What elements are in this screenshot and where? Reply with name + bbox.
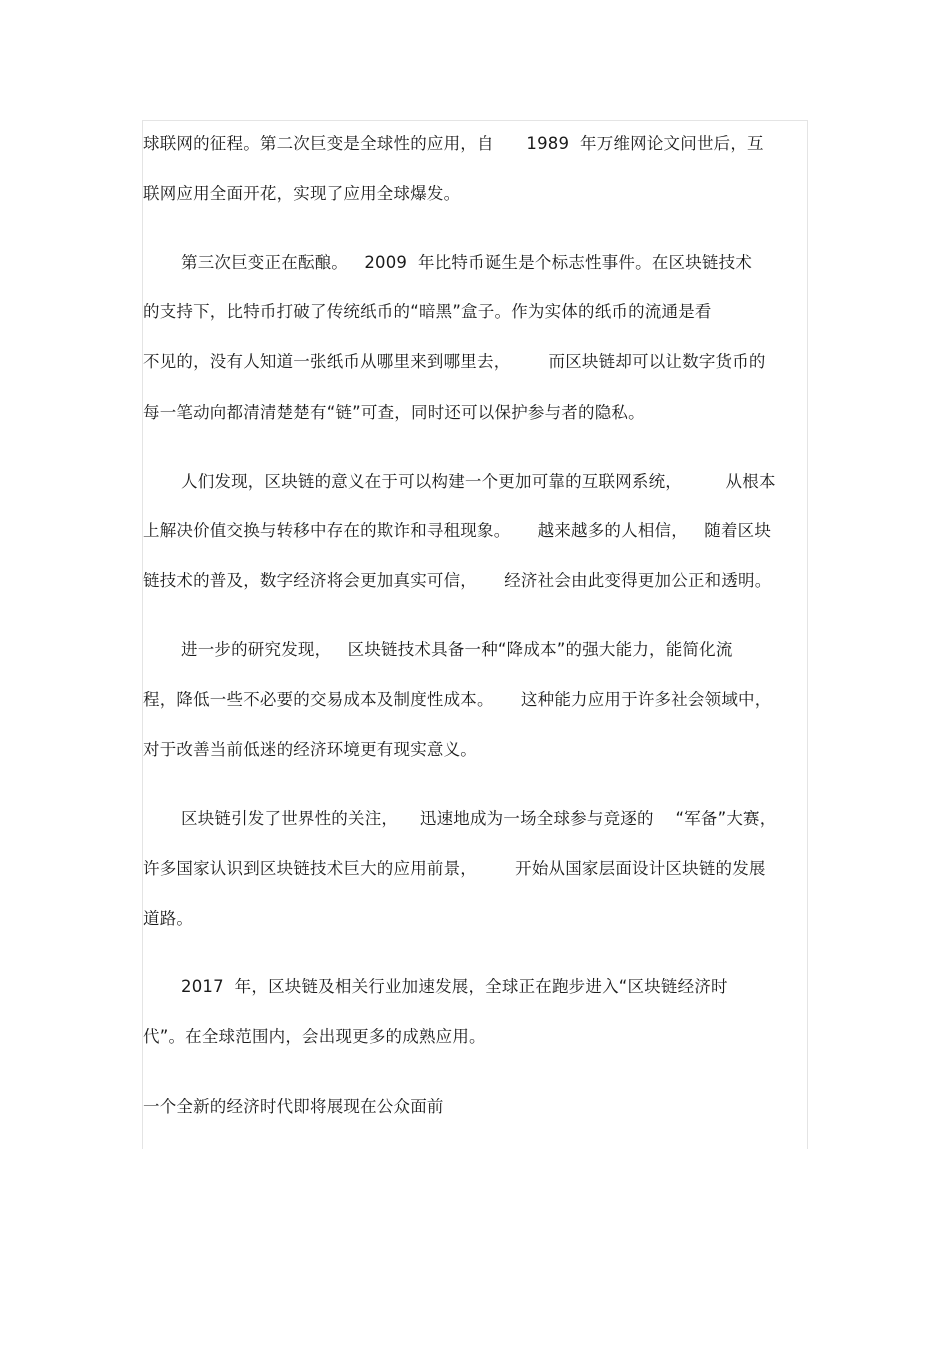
paragraph-2-line-2: 的支持下，比特币打破了传统纸币的“暗黑”盒子。作为实体的纸币的流通是看	[143, 302, 712, 321]
paragraph-5-line-2: 许多国家认识到区块链技术巨大的应用前景， 开始从国家层面设计区块链的发展	[143, 859, 766, 878]
paragraph-6-line-1: 2017 年，区块链及相关行业加速发展，全球正在跑步进入“区块链经济时	[181, 977, 728, 996]
paragraph-3-line-3: 链技术的普及，数字经济将会更加真实可信， 经济社会由此变得更加公正和透明。	[143, 571, 772, 590]
paragraph-4-line-1: 进一步的研究发现， 区块链技术具备一种“降成本”的强大能力，能简化流	[181, 640, 733, 659]
paragraph-6-line-2: 代”。在全球范围内，会出现更多的成熟应用。	[143, 1027, 486, 1046]
paragraph-2-line-3: 不见的，没有人知道一张纸币从哪里来到哪里去， 而区块链却可以让数字货币的	[143, 352, 766, 371]
paragraph-3-line-2: 上解决价值交换与转移中存在的欺诈和寻租现象。 越来越多的人相信， 随着区块	[143, 521, 772, 540]
paragraph-1-line-2: 联网应用全面开花，实现了应用全球爆发。	[143, 184, 461, 203]
paragraph-5-line-3: 道路。	[143, 909, 194, 928]
paragraph-4-line-2: 程，降低一些不必要的交易成本及制度性成本。 这种能力应用于许多社会领域中，	[143, 690, 772, 709]
paragraph-4-line-3: 对于改善当前低迷的经济环境更有现实意义。	[143, 740, 477, 759]
paragraph-1-line-1: 球联网的征程。第二次巨变是全球性的应用，自 1989 年万维网论文问世后，互	[143, 134, 764, 153]
paragraph-5-line-1: 区块链引发了世界性的关注， 迅速地成为一场全球参与竞逐的 “军备”大赛，	[181, 809, 777, 828]
paragraph-2-line-1: 第三次巨变正在酝酿。 2009 年比特币诞生是个标志性事件。在区块链技术	[181, 253, 753, 272]
paragraph-2-line-4: 每一笔动向都清清楚楚有“链”可查，同时还可以保护参与者的隐私。	[143, 403, 645, 422]
paragraph-3-line-1: 人们发现，区块链的意义在于可以构建一个更加可靠的互联网系统， 从根本	[181, 472, 776, 491]
paragraph-7-line-1: 一个全新的经济时代即将展现在公众面前	[143, 1097, 444, 1116]
